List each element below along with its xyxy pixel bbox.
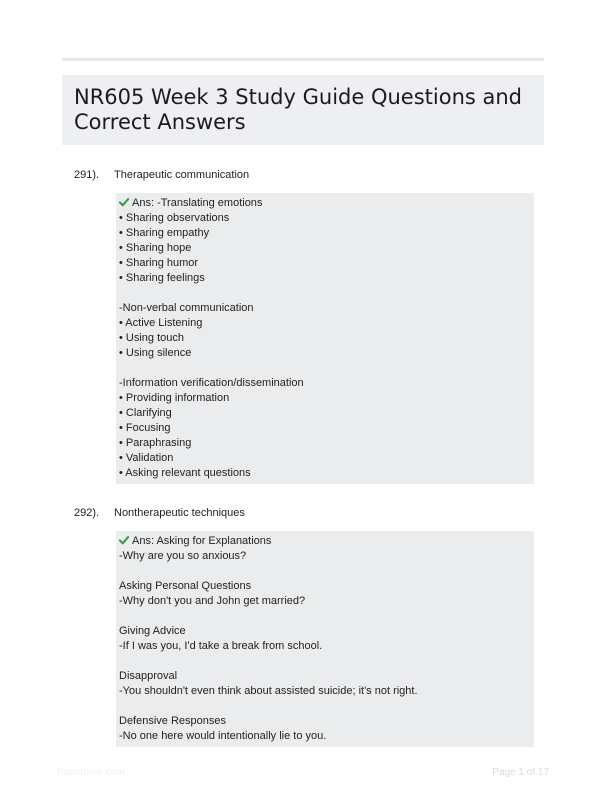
answer-line	[119, 699, 530, 714]
answer-line	[119, 406, 530, 421]
answer-line-text: • Sharing observations	[119, 212, 230, 224]
answer-line-text: • Sharing empathy	[119, 227, 210, 239]
document-title: NR605 Week 3 Study Guide Questions and Correct Answers	[74, 85, 523, 134]
question-number: 291).	[74, 169, 100, 181]
answer-line	[119, 211, 530, 226]
answer-line	[119, 421, 530, 436]
answer-line	[119, 534, 530, 549]
answer-line-text: • Focusing	[119, 422, 171, 434]
answer-line-text: • Sharing hope	[119, 242, 192, 254]
answer-line	[119, 579, 530, 594]
answer-line-text: • Providing information	[119, 392, 230, 404]
title-banner	[62, 75, 544, 145]
answer-line-text: -Non-verbal communication	[119, 302, 254, 314]
answer-line	[119, 669, 530, 684]
answer-line	[119, 684, 530, 699]
question-text: Therapeutic communication	[114, 169, 250, 181]
answer-line-text: -Why are you so anxious?	[119, 550, 247, 562]
answer-line-text: -Information verification/dissemination	[119, 377, 304, 389]
answer-line	[119, 241, 530, 256]
answer-line	[119, 549, 530, 564]
answer-line	[119, 316, 530, 331]
answer-line	[119, 729, 530, 744]
answer-line-text: • Using silence	[119, 347, 192, 359]
answer-line-text: Defensive Responses	[119, 715, 227, 727]
question-number: 292).	[74, 507, 100, 519]
answer-line	[119, 361, 530, 376]
answer-line	[119, 331, 530, 346]
question-text: Nontherapeutic techniques	[114, 507, 245, 519]
answer-line-text: • Asking relevant questions	[119, 467, 251, 479]
answer-line-text: Disapproval	[119, 670, 178, 682]
answer-line-text: Giving Advice	[119, 625, 186, 637]
answer-line-text: -You shouldn't even think about assisted suicide; it's not right.	[119, 685, 418, 697]
answer-line	[119, 301, 530, 316]
answer-line-text: -If I was you, I'd take a break from school.	[119, 640, 323, 652]
answer-line	[119, 436, 530, 451]
answer-line	[119, 196, 530, 211]
answer-line-text: Ans: -Translating emotions	[132, 197, 263, 209]
answer-line	[119, 564, 530, 579]
answer-line-text: • Sharing humor	[119, 257, 199, 269]
answer-line-text: Asking Personal Questions	[119, 580, 252, 592]
answer-line-text: • Validation	[119, 452, 174, 464]
answer-line	[119, 451, 530, 466]
answer-line-text: • Paraphrasing	[119, 437, 192, 449]
answer-line	[119, 609, 530, 624]
answer-line	[119, 286, 530, 301]
answer-line	[119, 639, 530, 654]
answer-line	[119, 271, 530, 286]
answer-line	[119, 346, 530, 361]
answer-line-text: -No one here would intentionally lie to you.	[119, 730, 327, 742]
footer-page-number: Page 1 of 17	[492, 767, 549, 778]
footer-site[interactable]: Paperbrite.com	[57, 767, 125, 778]
answer-line-text: Ans: Asking for Explanations	[132, 535, 272, 547]
answer-line	[119, 256, 530, 271]
answer-line-text: • Clarifying	[119, 407, 172, 419]
answer-line-text: • Active Listening	[119, 317, 203, 329]
answer-line	[119, 391, 530, 406]
answer-box-291	[116, 193, 534, 484]
top-divider	[62, 58, 544, 61]
checkmark-icon	[119, 197, 129, 207]
answer-line	[119, 594, 530, 609]
checkmark-icon	[119, 535, 129, 545]
answer-line-text: -Why don't you and John get married?	[119, 595, 306, 607]
answer-line-text: • Sharing feelings	[119, 272, 205, 284]
answer-line	[119, 654, 530, 669]
answer-box-292	[116, 531, 534, 747]
answer-line-text: • Using touch	[119, 332, 184, 344]
answer-line	[119, 624, 530, 639]
answer-line	[119, 376, 530, 391]
answer-line	[119, 714, 530, 729]
answer-line	[119, 226, 530, 241]
answer-line	[119, 466, 530, 481]
